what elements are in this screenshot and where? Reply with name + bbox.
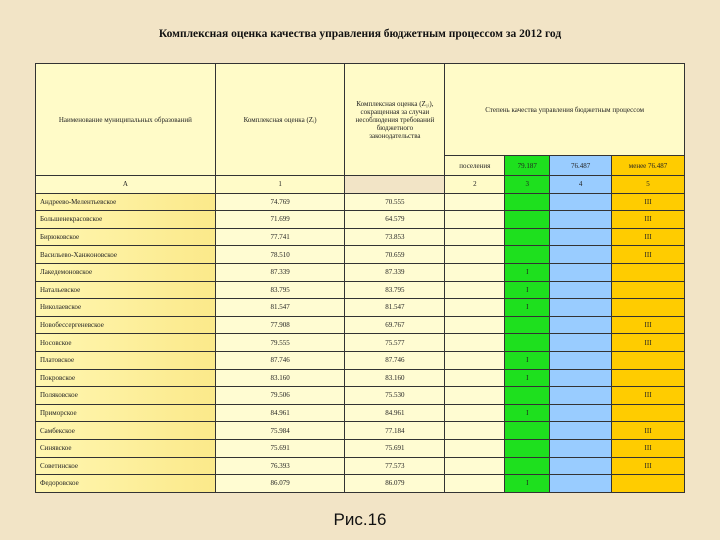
row-blue bbox=[550, 193, 612, 211]
table-row bbox=[36, 351, 685, 369]
row-z: 83.160 bbox=[215, 369, 345, 387]
row-settlement bbox=[445, 457, 505, 475]
row-name: Синявское bbox=[36, 439, 216, 457]
row-orange: III bbox=[612, 316, 685, 334]
code-2: 2 bbox=[445, 176, 505, 194]
row-settlement bbox=[445, 369, 505, 387]
assessment-table bbox=[35, 63, 685, 493]
row-settlement bbox=[445, 475, 505, 493]
row-name: Новобессергеневское bbox=[36, 316, 216, 334]
code-3: 3 bbox=[505, 176, 550, 194]
row-name: Васильево-Ханжоновское bbox=[36, 246, 216, 264]
row-z1: 87.746 bbox=[345, 351, 445, 369]
row-z1: 77.573 bbox=[345, 457, 445, 475]
row-name: Платовское bbox=[36, 351, 216, 369]
row-z1: 70.659 bbox=[345, 246, 445, 264]
row-blue bbox=[550, 316, 612, 334]
table-row bbox=[36, 422, 685, 440]
table-row bbox=[36, 281, 685, 299]
row-z1: 83.160 bbox=[345, 369, 445, 387]
table-row bbox=[36, 387, 685, 405]
row-z: 79.555 bbox=[215, 334, 345, 352]
row-orange: III bbox=[612, 193, 685, 211]
table-row bbox=[36, 193, 685, 211]
row-settlement bbox=[445, 281, 505, 299]
code-blank bbox=[345, 176, 445, 194]
row-name: Поляковское bbox=[36, 387, 216, 405]
row-green: I bbox=[505, 263, 550, 281]
row-green: I bbox=[505, 351, 550, 369]
row-settlement bbox=[445, 404, 505, 422]
code-a: А bbox=[36, 176, 216, 194]
row-name: Андреево-Мелентьевское bbox=[36, 193, 216, 211]
table-row bbox=[36, 299, 685, 317]
row-z: 75.984 bbox=[215, 422, 345, 440]
row-settlement bbox=[445, 351, 505, 369]
row-green bbox=[505, 422, 550, 440]
row-settlement bbox=[445, 246, 505, 264]
row-name: Самбекское bbox=[36, 422, 216, 440]
row-green bbox=[505, 316, 550, 334]
row-orange: III bbox=[612, 387, 685, 405]
row-blue bbox=[550, 263, 612, 281]
row-blue bbox=[550, 475, 612, 493]
table-row bbox=[36, 475, 685, 493]
row-green bbox=[505, 387, 550, 405]
row-settlement bbox=[445, 334, 505, 352]
row-orange bbox=[612, 369, 685, 387]
header-name: Наименование муниципальных образований bbox=[36, 64, 216, 176]
row-z: 81.547 bbox=[215, 299, 345, 317]
sub-orange: менее 76.487 bbox=[612, 156, 685, 176]
row-z: 87.339 bbox=[215, 263, 345, 281]
row-z1: 87.339 bbox=[345, 263, 445, 281]
row-z1: 83.795 bbox=[345, 281, 445, 299]
sub-blue: 76.487 bbox=[550, 156, 612, 176]
row-z1: 84.961 bbox=[345, 404, 445, 422]
row-green bbox=[505, 211, 550, 229]
row-orange: III bbox=[612, 246, 685, 264]
row-orange bbox=[612, 351, 685, 369]
row-name: Лакедемоновское bbox=[36, 263, 216, 281]
sub-settlements: поселения bbox=[445, 156, 505, 176]
row-z: 77.741 bbox=[215, 228, 345, 246]
row-z1: 81.547 bbox=[345, 299, 445, 317]
row-green bbox=[505, 457, 550, 475]
row-orange: III bbox=[612, 334, 685, 352]
row-name: Большенекрасовское bbox=[36, 211, 216, 229]
row-z: 77.908 bbox=[215, 316, 345, 334]
row-z: 87.746 bbox=[215, 351, 345, 369]
row-green bbox=[505, 439, 550, 457]
row-name: Советинское bbox=[36, 457, 216, 475]
table-row bbox=[36, 228, 685, 246]
row-orange bbox=[612, 263, 685, 281]
code-1: 1 bbox=[215, 176, 345, 194]
row-z: 79.506 bbox=[215, 387, 345, 405]
row-green: I bbox=[505, 299, 550, 317]
table-row bbox=[36, 334, 685, 352]
row-z1: 77.184 bbox=[345, 422, 445, 440]
row-blue bbox=[550, 281, 612, 299]
page-title: Комплексная оценка качества управления бюджетным процессом за 2012 год bbox=[158, 28, 562, 40]
row-green bbox=[505, 334, 550, 352]
row-orange: III bbox=[612, 457, 685, 475]
row-settlement bbox=[445, 299, 505, 317]
row-blue bbox=[550, 211, 612, 229]
row-z1: 75.530 bbox=[345, 387, 445, 405]
header-z1: Комплексная оценка (Z₁ᵢ), сокращенная за случаи несоблюдения требований бюджетного законодательства bbox=[345, 64, 445, 176]
row-orange bbox=[612, 475, 685, 493]
row-settlement bbox=[445, 316, 505, 334]
row-blue bbox=[550, 334, 612, 352]
row-name: Бирюковское bbox=[36, 228, 216, 246]
table-row bbox=[36, 263, 685, 281]
row-name: Носовское bbox=[36, 334, 216, 352]
row-settlement bbox=[445, 228, 505, 246]
header-z: Комплексная оценка (Zᵢ) bbox=[215, 64, 345, 176]
row-settlement bbox=[445, 193, 505, 211]
table-row bbox=[36, 369, 685, 387]
row-blue bbox=[550, 387, 612, 405]
row-name: Николаевское bbox=[36, 299, 216, 317]
row-z: 83.795 bbox=[215, 281, 345, 299]
row-z1: 75.691 bbox=[345, 439, 445, 457]
row-blue bbox=[550, 369, 612, 387]
table-row bbox=[36, 457, 685, 475]
row-orange bbox=[612, 299, 685, 317]
row-blue bbox=[550, 228, 612, 246]
row-settlement bbox=[445, 211, 505, 229]
table-row bbox=[36, 211, 685, 229]
row-z: 76.393 bbox=[215, 457, 345, 475]
row-z: 84.961 bbox=[215, 404, 345, 422]
row-z: 75.691 bbox=[215, 439, 345, 457]
row-blue bbox=[550, 404, 612, 422]
row-name: Федоровское bbox=[36, 475, 216, 493]
row-green: I bbox=[505, 475, 550, 493]
row-orange: III bbox=[612, 422, 685, 440]
table-row bbox=[36, 439, 685, 457]
code-4: 4 bbox=[550, 176, 612, 194]
row-z: 86.079 bbox=[215, 475, 345, 493]
row-blue bbox=[550, 299, 612, 317]
table-row bbox=[36, 246, 685, 264]
row-orange: III bbox=[612, 211, 685, 229]
code-5: 5 bbox=[612, 176, 685, 194]
row-green bbox=[505, 228, 550, 246]
row-green bbox=[505, 246, 550, 264]
row-orange bbox=[612, 404, 685, 422]
row-name: Покровское bbox=[36, 369, 216, 387]
row-orange: III bbox=[612, 228, 685, 246]
row-z1: 64.579 bbox=[345, 211, 445, 229]
row-blue bbox=[550, 439, 612, 457]
row-z1: 86.079 bbox=[345, 475, 445, 493]
row-z: 78.510 bbox=[215, 246, 345, 264]
row-z1: 69.767 bbox=[345, 316, 445, 334]
sub-green: 79.187 bbox=[505, 156, 550, 176]
row-name: Приморское bbox=[36, 404, 216, 422]
row-z1: 75.577 bbox=[345, 334, 445, 352]
row-green: I bbox=[505, 369, 550, 387]
header-degree: Степень качества управления бюджетным процессом bbox=[445, 64, 685, 156]
row-settlement bbox=[445, 439, 505, 457]
row-blue bbox=[550, 246, 612, 264]
row-green: I bbox=[505, 281, 550, 299]
table-row bbox=[36, 316, 685, 334]
figure-caption: Рис.16 bbox=[333, 510, 387, 529]
row-blue bbox=[550, 351, 612, 369]
row-green bbox=[505, 193, 550, 211]
row-settlement bbox=[445, 422, 505, 440]
row-green: I bbox=[505, 404, 550, 422]
row-blue bbox=[550, 457, 612, 475]
row-z: 71.699 bbox=[215, 211, 345, 229]
row-z: 74.769 bbox=[215, 193, 345, 211]
row-name: Натальевское bbox=[36, 281, 216, 299]
row-orange: III bbox=[612, 439, 685, 457]
row-blue bbox=[550, 422, 612, 440]
row-z1: 73.853 bbox=[345, 228, 445, 246]
table-row bbox=[36, 404, 685, 422]
row-orange bbox=[612, 281, 685, 299]
row-z1: 70.555 bbox=[345, 193, 445, 211]
row-settlement bbox=[445, 263, 505, 281]
row-settlement bbox=[445, 387, 505, 405]
